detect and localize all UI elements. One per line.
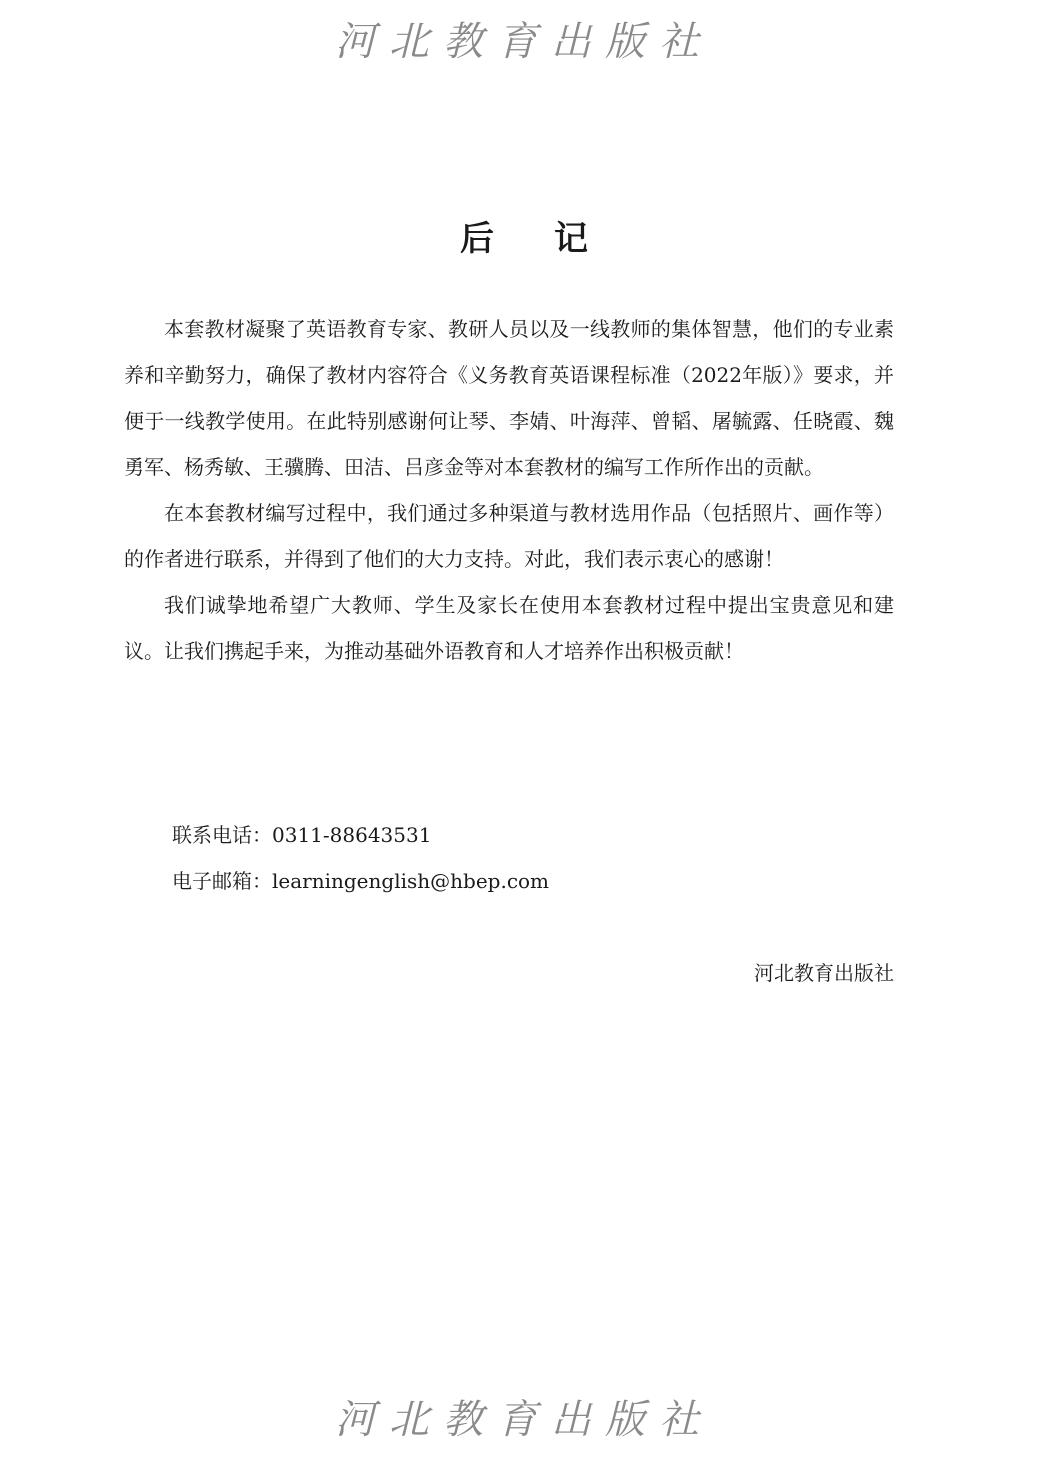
contact-phone	[172, 812, 431, 858]
title-char-1: 后	[460, 219, 494, 259]
paragraph-feedback: 我们诚挚地希望广大教师、学生及家长在使用本套教材过程中提出宝贵意见和建议。让我们携起手来，为推动基础外语教育和人才培养作出积极贡献！	[124, 593, 894, 663]
title-char-2: 记	[554, 219, 588, 259]
paragraph-copyright-thanks: 在本套教材编写过程中，我们通过多种渠道与教材选用作品（包括照片、画作等）的作者进行联系，并得到了他们的大力支持。对此，我们表示衷心的感谢！	[124, 501, 894, 571]
page-title	[0, 219, 1048, 259]
publisher-watermark-bottom: 河北教育出版社	[335, 1397, 713, 1443]
phone-label: 联系电话：	[172, 823, 272, 847]
paragraph-acknowledgement: 本套教材凝聚了英语教育专家、教研人员以及一线教师的集体智慧，他们的专业素养和辛勤努力，确保了教材内容符合《义务教育英语课程标准（2022年版）》要求，并便于一线教学使用。在此特别感谢何让琴、李婧、叶海萍、曾韬、屠毓露、任晓霞、魏勇军、杨秀敏、王骥腾、田洁、吕彦金等对本套教材的编写工作所作出的贡献。	[124, 317, 894, 479]
body-text	[124, 306, 894, 674]
email-label: 电子邮箱：	[172, 869, 272, 893]
email-address: learningenglish@hbep.com	[272, 869, 550, 893]
signature-publisher: 河北教育出版社	[754, 961, 894, 985]
phone-number: 0311-88643531	[272, 823, 432, 847]
publisher-watermark-top: 河北教育出版社	[335, 19, 713, 65]
contact-email	[172, 858, 549, 904]
